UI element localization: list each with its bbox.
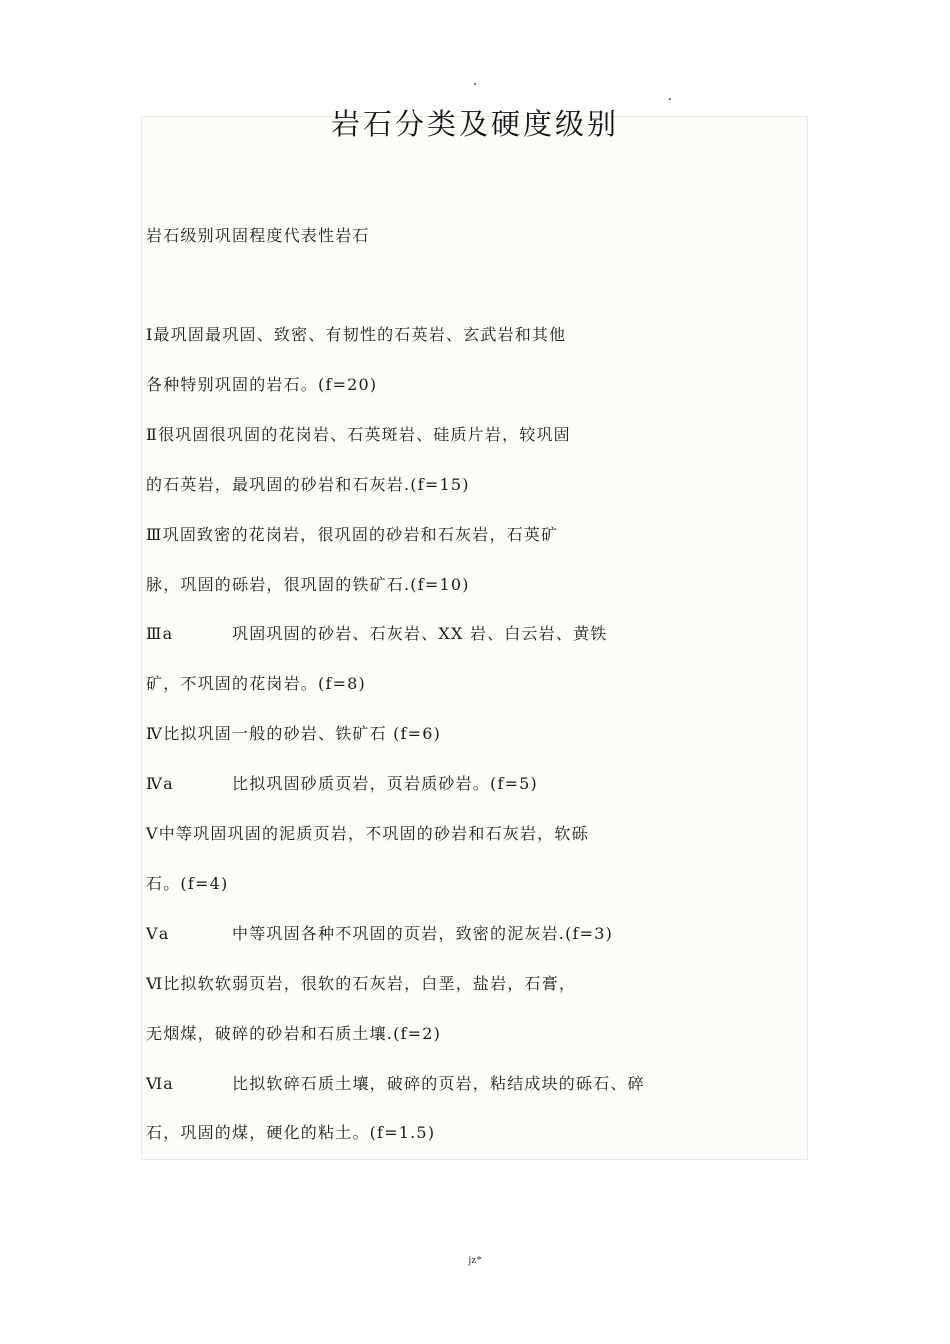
rock-grade-level: Ⅰ: [146, 325, 154, 344]
rock-grade-level: Ⅴ: [146, 824, 159, 843]
list-item: [146, 324, 566, 346]
page-footer: jz*: [468, 1254, 482, 1266]
document-title: 岩石分类及硬度级别: [330, 107, 619, 141]
rock-grade-level: Ⅲ: [146, 525, 163, 544]
list-item: [146, 424, 571, 446]
rock-grade-text: 石。(f=4): [146, 874, 229, 893]
rock-grade-text: 巩固巩固的砂岩、石灰岩、XX 岩、白云岩、黄铁: [232, 624, 608, 643]
list-item: [146, 623, 607, 645]
list-item: [146, 1023, 441, 1045]
rock-grade-level: Ⅳ: [146, 724, 164, 743]
list-item: [146, 474, 470, 496]
list-item: [146, 923, 613, 945]
rock-grade-text: 比拟巩固一般的砂岩、铁矿石 (f=6): [163, 724, 442, 743]
list-item: [146, 973, 576, 995]
rock-grade-text: 中等巩固各种不巩固的页岩，致密的泥灰岩.(f=3): [232, 924, 614, 943]
rock-grade-text: 比拟软软弱页岩，很软的石灰岩，白垩，盐岩，石膏，: [163, 974, 577, 993]
list-item: [146, 1122, 435, 1144]
list-item: [146, 1073, 645, 1095]
rock-grade-text: 最巩固最巩固、致密、有韧性的石英岩、玄武岩和其他: [153, 325, 567, 344]
rock-grade-text: 各种特别巩固的岩石。(f=20): [146, 375, 378, 394]
rock-grade-level: Ⅲa: [146, 624, 174, 643]
rock-grade-text: 脉，巩固的砾岩，很巩固的铁矿石.(f=10): [146, 575, 470, 594]
list-item: [146, 873, 228, 895]
rock-grade-level: Ⅱ: [146, 425, 159, 444]
rock-grade-text: 中等巩固巩固的泥质页岩，不巩固的砂岩和石灰岩，软砾: [158, 824, 589, 843]
list-item: [146, 823, 589, 845]
header-mark: [474, 83, 476, 85]
rock-grade-level: Ⅵ: [146, 974, 164, 993]
rock-grade-text: 石，巩固的煤，硬化的粘土。(f=1.5): [146, 1123, 436, 1142]
rock-grade-text: 巩固致密的花岗岩，很巩固的砂岩和石灰岩，石英矿: [162, 525, 559, 544]
rock-grade-text: 很巩固很巩固的花岗岩、石英斑岩、硅质片岩，较巩固: [158, 425, 571, 444]
rock-grade-level: Ⅳa: [146, 774, 174, 793]
list-item: [146, 524, 558, 546]
list-item: [146, 673, 366, 695]
header-mark: [669, 98, 671, 100]
list-item: [146, 773, 538, 795]
rock-grade-text: 比拟软碎石质土壤，破碎的页岩，粘结成块的砾石、碎: [232, 1074, 645, 1093]
rock-grade-text: 的石英岩，最巩固的砂岩和石灰岩.(f=15): [146, 475, 470, 494]
rock-grade-text: 比拟巩固砂质页岩，页岩质砂岩。(f=5): [232, 774, 538, 793]
rock-grade-text: 无烟煤，破碎的砂岩和石质土壤.(f=2): [146, 1024, 442, 1043]
rock-grade-text: 矿，不巩固的花岗岩。(f=8): [146, 674, 366, 693]
rock-grade-level: Ⅵa: [146, 1074, 175, 1093]
table-header-row: 岩石级别巩固程度代表性岩石: [146, 226, 370, 245]
list-item: [146, 574, 470, 596]
list-item: [146, 723, 441, 745]
rock-grade-level: Ⅴa: [146, 924, 170, 943]
list-item: [146, 374, 377, 396]
